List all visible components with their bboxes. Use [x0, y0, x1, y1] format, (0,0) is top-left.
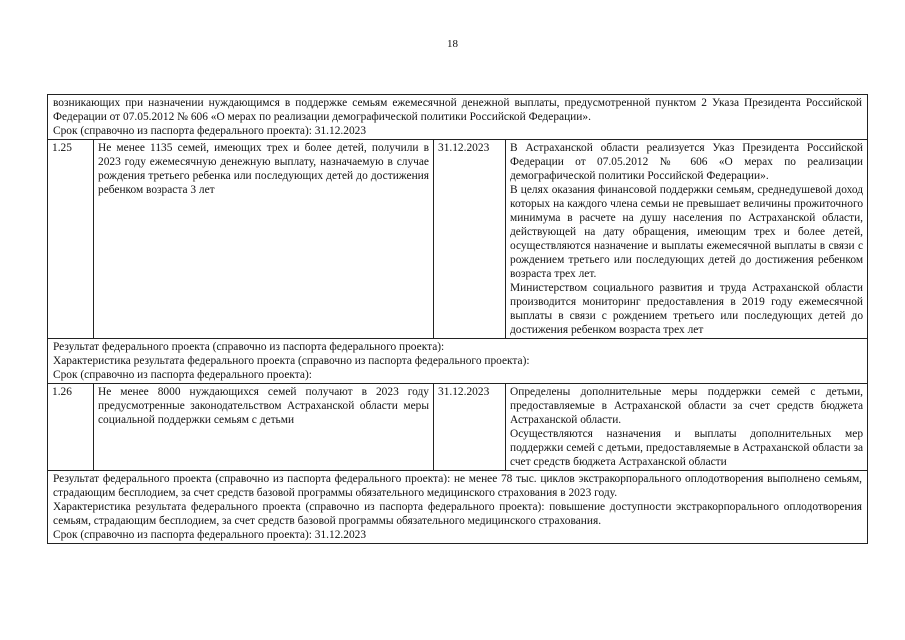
- row-number: 1.26: [48, 384, 94, 471]
- federal-deadline-line: Срок (справочно из паспорта федерального проекта):: [53, 369, 312, 381]
- table-row: [48, 95, 868, 140]
- top-block-deadline: Срок (справочно из паспорта федерального проекта): 31.12.2023: [53, 125, 367, 137]
- top-block-text: возникающих при назначении нуждающимся в поддержке семьям ежемесячной денежной выплаты, предусмотренной пунктом 2 Указа Президента Российской Федерации от 07.05.2012 № 606 «О мерах по реализации демографической политики Российской Федерации».: [53, 97, 863, 123]
- federal-characteristic-line: Характеристика результата федерального проекта (справочно из паспорта федерального проекта):: [53, 355, 530, 367]
- row-description: Не менее 8000 нуждающихся семей получают в 2023 году предусмотренные законодательством Астраханской области меры социальной поддержки семьям с детьми: [94, 384, 434, 471]
- note-paragraph: Осуществляются назначения и выплаты дополнительных мер поддержки семей с детьми, предоставляемые в Астраханской области за счет средств бюджета Астраханской области: [510, 428, 864, 468]
- row-description: Не менее 1135 семей, имеющих трех и более детей, получили в 2023 году ежемесячную денежную выплату, назначаемую в случае рождения третьего ребенка или последующих детей до достижения ребенком возраста 3 лет: [94, 140, 434, 339]
- middle-block-cell: [48, 339, 868, 384]
- row-note: [506, 384, 868, 471]
- table-row: [48, 471, 868, 544]
- note-paragraph: Министерством социального развития и труда Астраханской области производится мониторинг предоставления в 2019 году ежемесячной выплаты в связи с рождением третьего или последующих детей до достижения ребенком возраста трех лет: [510, 282, 864, 336]
- row-number: 1.25: [48, 140, 94, 339]
- note-paragraph: В целях оказания финансовой поддержки семьям, среднедушевой доход которых на каждого члена семьи не превышает величины прожиточного минимума в расчете на душу населения по Астраханской области, действующей на дату обращения, имеющим трех и более детей, осуществляются назначение и выплаты ежемесячной выплаты в связи с рождением третьего или последующих детей до достижения ребенком возраста трех лет.: [510, 184, 864, 280]
- note-paragraph: Определены дополнительные меры поддержки семей с детьми, предоставляемые в Астраханской области за счет средств бюджета Астраханской области.: [510, 386, 864, 426]
- top-block-cell: [48, 95, 868, 140]
- table-row: [48, 339, 868, 384]
- federal-deadline-text: Срок (справочно из паспорта федерального проекта): 31.12.2023: [53, 529, 367, 541]
- federal-result-text: Результат федерального проекта (справочно из паспорта федерального проекта): не менее 78 тыс. циклов экстракорпорального оплодотворения выполнено семьям, страдающим бесплодием, за счет средств базовой программы обязательного медицинского страхования в 2023 году.: [53, 473, 863, 499]
- federal-characteristic-text: Характеристика результата федерального проекта (справочно из паспорта федерального проекта): повышение доступности экстракорпорального оплодотворения семьям, страдающим бесплодием, за счет средств базовой программы обязательного медицинского страхования.: [53, 501, 863, 527]
- row-date: 31.12.2023: [434, 384, 506, 471]
- note-paragraph: В Астраханской области реализуется Указ Президента Российской Федерации от 07.05.2012 № 606 «О мерах по реализации демографической политики Российской Федерации».: [510, 142, 864, 182]
- federal-result-line: Результат федерального проекта (справочно из паспорта федерального проекта):: [53, 341, 445, 353]
- table-row: [48, 384, 868, 471]
- page-number: 18: [447, 38, 458, 50]
- bottom-block-cell: [48, 471, 868, 544]
- table-row: [48, 140, 868, 339]
- row-date: 31.12.2023: [434, 140, 506, 339]
- row-note: [506, 140, 868, 339]
- measures-table: [47, 94, 868, 544]
